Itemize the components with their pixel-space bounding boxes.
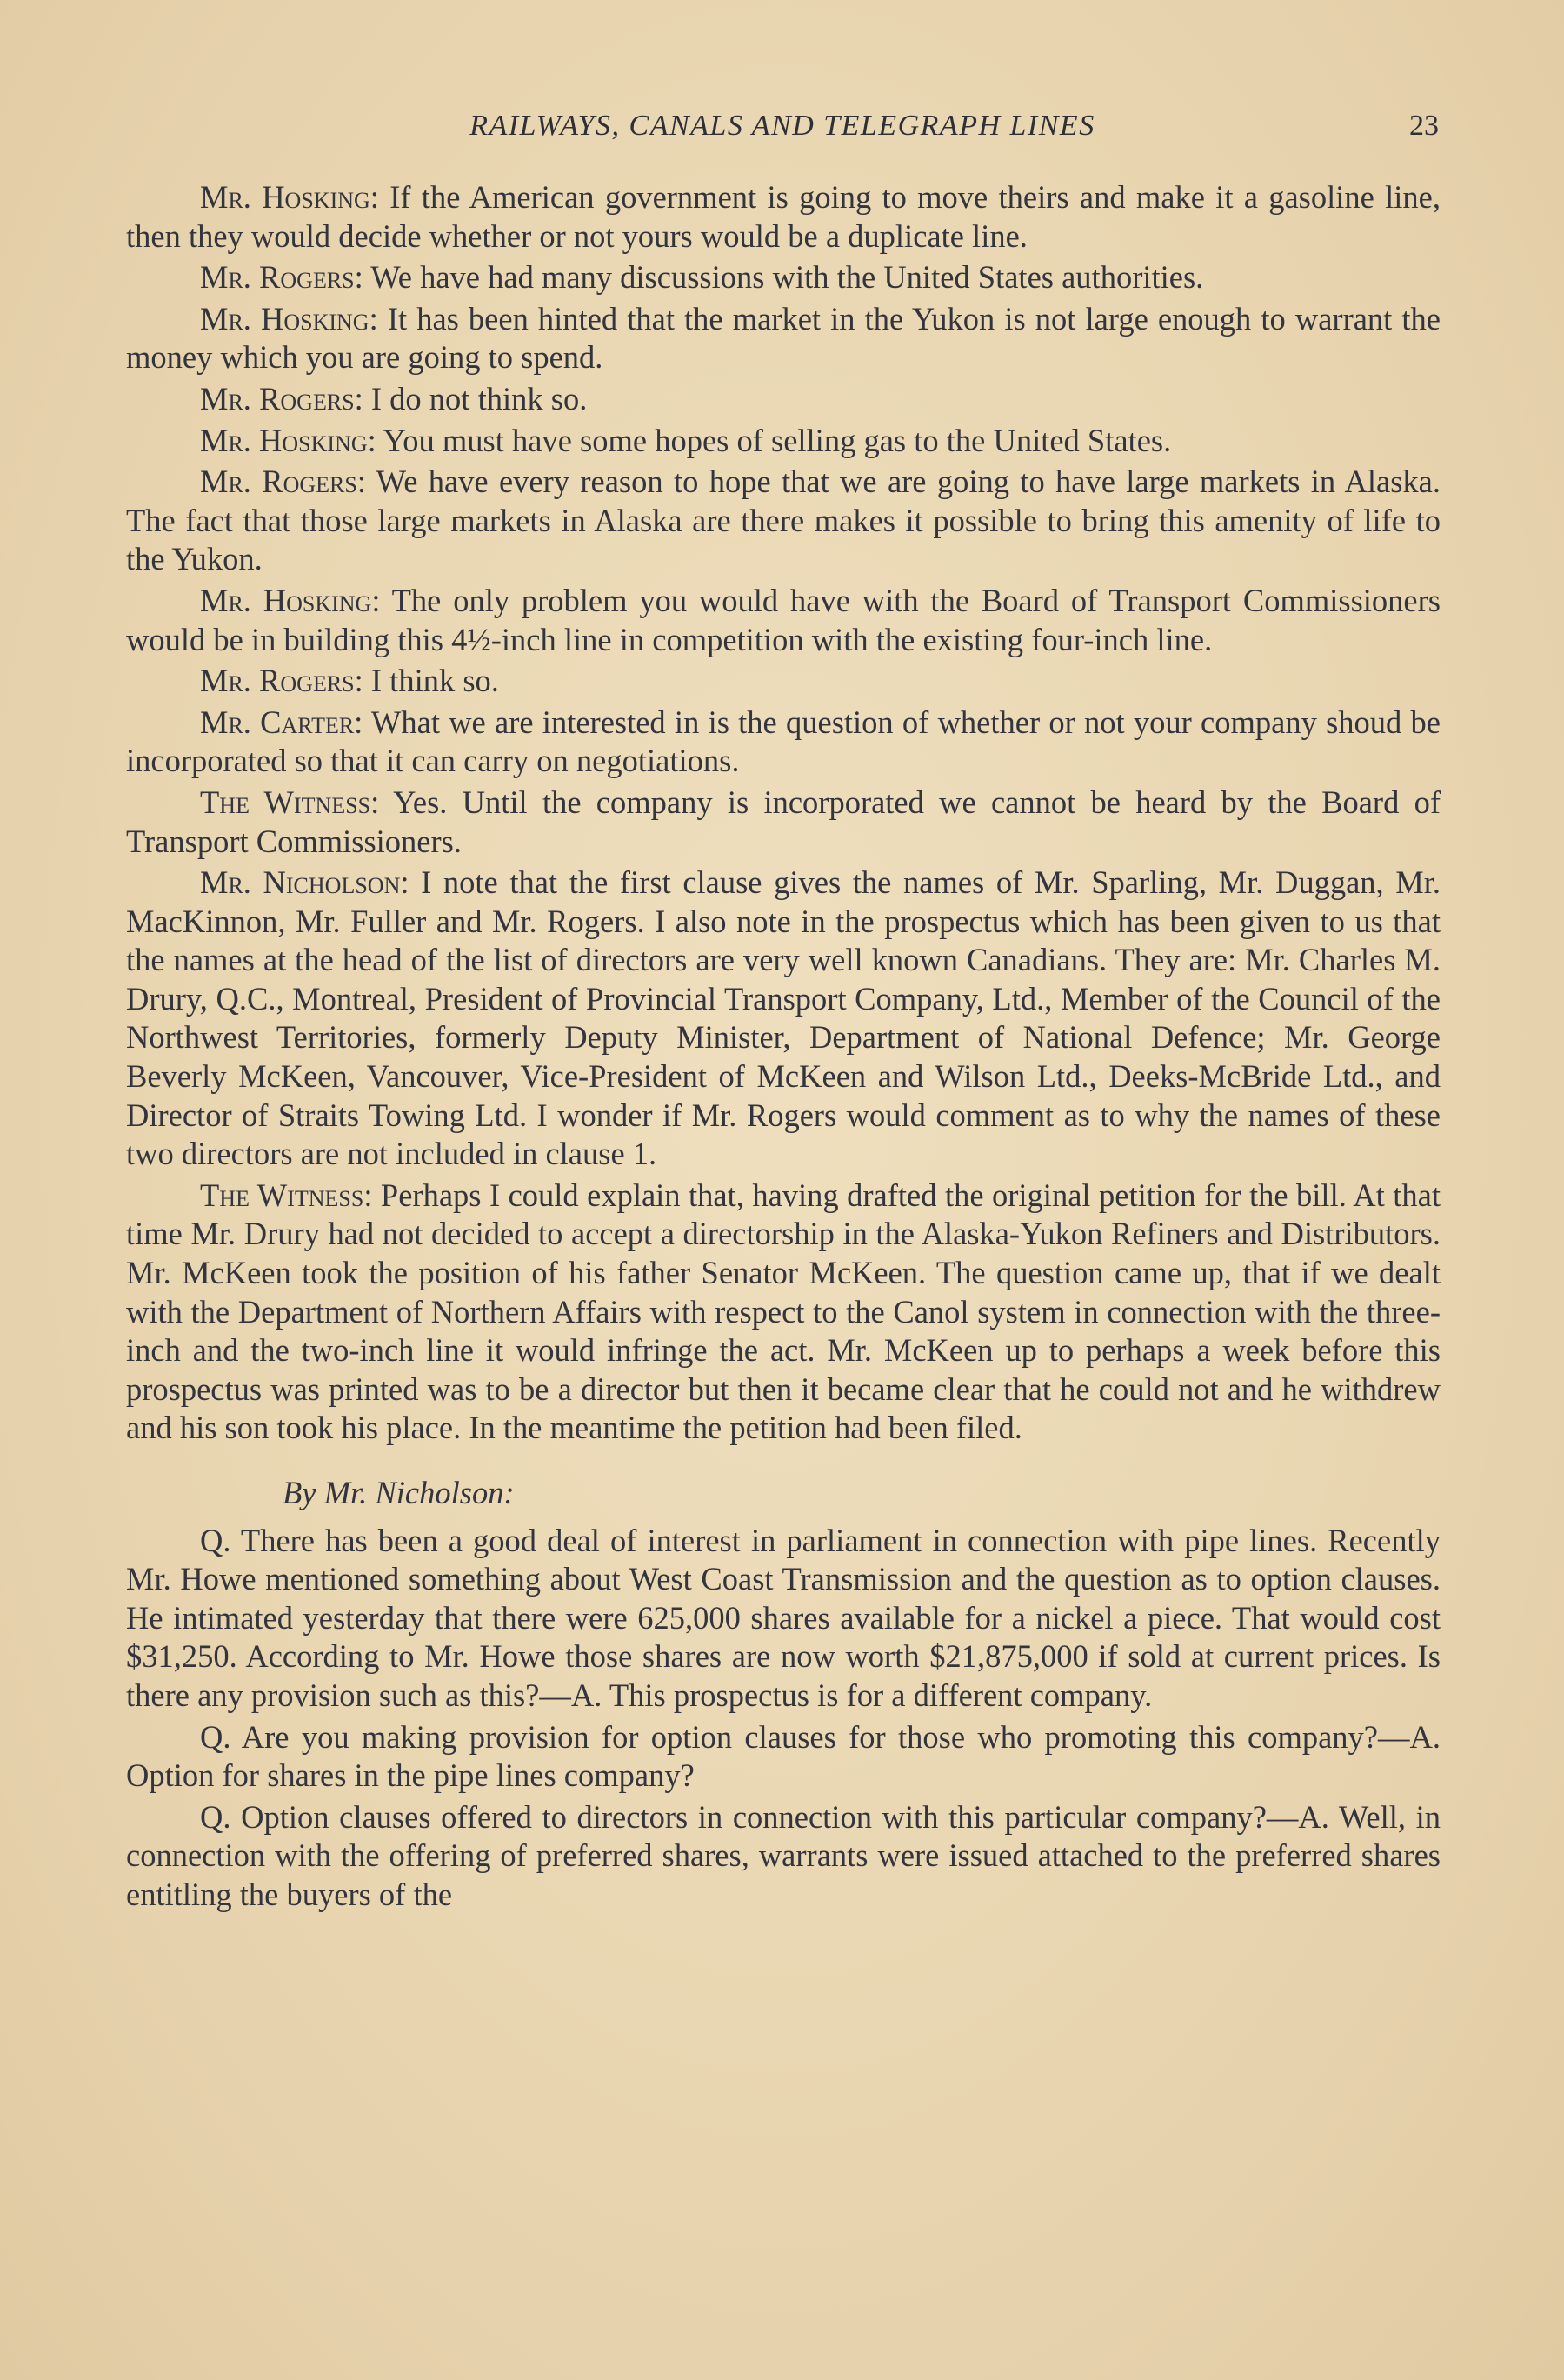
paragraph-text: I do not think so.: [363, 380, 588, 417]
speaker-name: Mr. Hosking:: [200, 300, 378, 337]
running-title: RAILWAYS, CANALS AND TELEGRAPH LINES: [469, 110, 1095, 142]
paragraph-9: [126, 703, 1441, 781]
paragraph-1: [126, 178, 1441, 256]
paragraph-12: [126, 1177, 1441, 1448]
paragraph-10: [126, 783, 1441, 861]
speaker-name: Mr. Rogers:: [200, 259, 363, 296]
paragraph-text: We have had many discussions with the United States authorities.: [363, 259, 1204, 296]
paragraph-text: I note that the first clause gives the names of Mr. Sparling, Mr. Duggan, Mr. MacKinnon, Mr. Fuller and Mr. Rogers. I also note in the prospectus which has been given to us that the names at the head of the list of directors are very well known Canadians. They are: Mr. Charles M. Drury, Q.C., Montreal, President of Provincial Transport Company, Ltd., Member of the Council of the Northwest Territories, formerly Deputy Minister, Department of National Defence; Mr. George Beverly McKeen, Vancouver, Vice-President of McKeen and Wilson Ltd., Deeks-McBride Ltd., and Director of Straits Towing Ltd. I wonder if Mr. Rogers would comment as to why the names of these two directors are not included in clause 1.: [126, 864, 1441, 1172]
speaker-name: Mr. Hosking:: [200, 179, 379, 215]
qa-paragraph-2: Q. Are you making provision for option clauses for those who promoting this company?—A. Option for shares in the pipe lines company?: [126, 1718, 1441, 1794]
paragraph-3: [126, 300, 1441, 377]
paragraph-text: If the American government is going to move theirs and make it a gasoline line, then they would decide whether or not yours would be a duplicate line.: [126, 179, 1441, 254]
paragraph-text: Yes. Until the company is incorporated we cannot be heard by the Board of Transport Commissioners.: [126, 783, 1441, 859]
paragraph-4: [126, 380, 1441, 419]
paragraph-6: [126, 463, 1441, 579]
paragraph-text: What we are interested in is the question of whether or not your company shoud be incorporated so that it can carry on negotiations.: [126, 703, 1441, 779]
paragraph-8: [126, 662, 1441, 701]
page-number: 23: [1409, 110, 1439, 142]
page-header: [126, 110, 1439, 153]
paragraph-7: [126, 582, 1441, 659]
paragraph-5: [126, 422, 1441, 461]
paragraph-text: Perhaps I could explain that, having drafted the original petition for the bill. At that time Mr. Drury had not decided to accept a directorship in the Alaska-Yukon Refiners and Distributors. Mr. McKeen took the position of his father Senator McKeen. The question came up, that if we dealt with the Department of Northern Affairs with respect to the Canol system in connection with the three-inch and the two-inch line it would infringe the act. Mr. McKeen up to perhaps a week before this prospectus was printed was to be a director but then it became clear that he could not and he withdrew and his son took his place. In the meantime the petition had been filed.: [126, 1177, 1441, 1446]
paragraph-text: The only problem you would have with the Board of Transport Commissioners would be in building this 4½-inch line in competition with the existing four-inch line.: [126, 582, 1441, 657]
speaker-name: The Witness:: [200, 783, 380, 820]
speaker-name: Mr. Rogers:: [200, 463, 366, 500]
speaker-name: Mr. Rogers:: [200, 663, 363, 699]
speaker-name: Mr. Rogers:: [200, 380, 363, 417]
qa-paragraph-1: Q. There has been a good deal of interest in parliament in connection with pipe lines. Recently Mr. Howe mentioned something about West Coast Transmission and the question as to option clauses. He intimated yesterday that there were 625,000 shares available for a nickel a piece. That would cost $31,250. According to Mr. Howe those shares are now worth $21,875,000 if sold at current prices. Is there any provision such as this?—A. This prospectus is for a different company.: [126, 1522, 1441, 1713]
paragraph-text: You must have some hopes of selling gas to the United States.: [376, 422, 1172, 458]
speaker-name: Mr. Hosking:: [200, 422, 376, 458]
speaker-name: Mr. Hosking:: [200, 582, 381, 618]
body-text: [126, 178, 1441, 1917]
paragraph-text: I think so.: [363, 663, 499, 699]
paragraph-2: [126, 258, 1441, 297]
speaker-name: Mr. Carter:: [200, 703, 363, 740]
paragraph-11: [126, 863, 1441, 1174]
speaker-name: Mr. Nicholson:: [200, 864, 409, 901]
paragraph-text: It has been hinted that the market in the Yukon is not large enough to warrant the money which you are going to spend.: [126, 300, 1441, 376]
paragraph-text: We have every reason to hope that we are going to have large markets in Alaska. The fact that those large markets in Alaska are there makes it possible to bring this amenity of life to the Yukon.: [126, 463, 1441, 577]
speaker-name: The Witness:: [200, 1177, 373, 1213]
section-heading: By Mr. Nicholson:: [283, 1475, 515, 1510]
qa-paragraph-3: Q. Option clauses offered to directors in connection with this particular company?—A. Well, in connection with the offering of preferred shares, warrants were issued attached to the preferred shares entitling the buyers of the: [126, 1798, 1441, 1912]
